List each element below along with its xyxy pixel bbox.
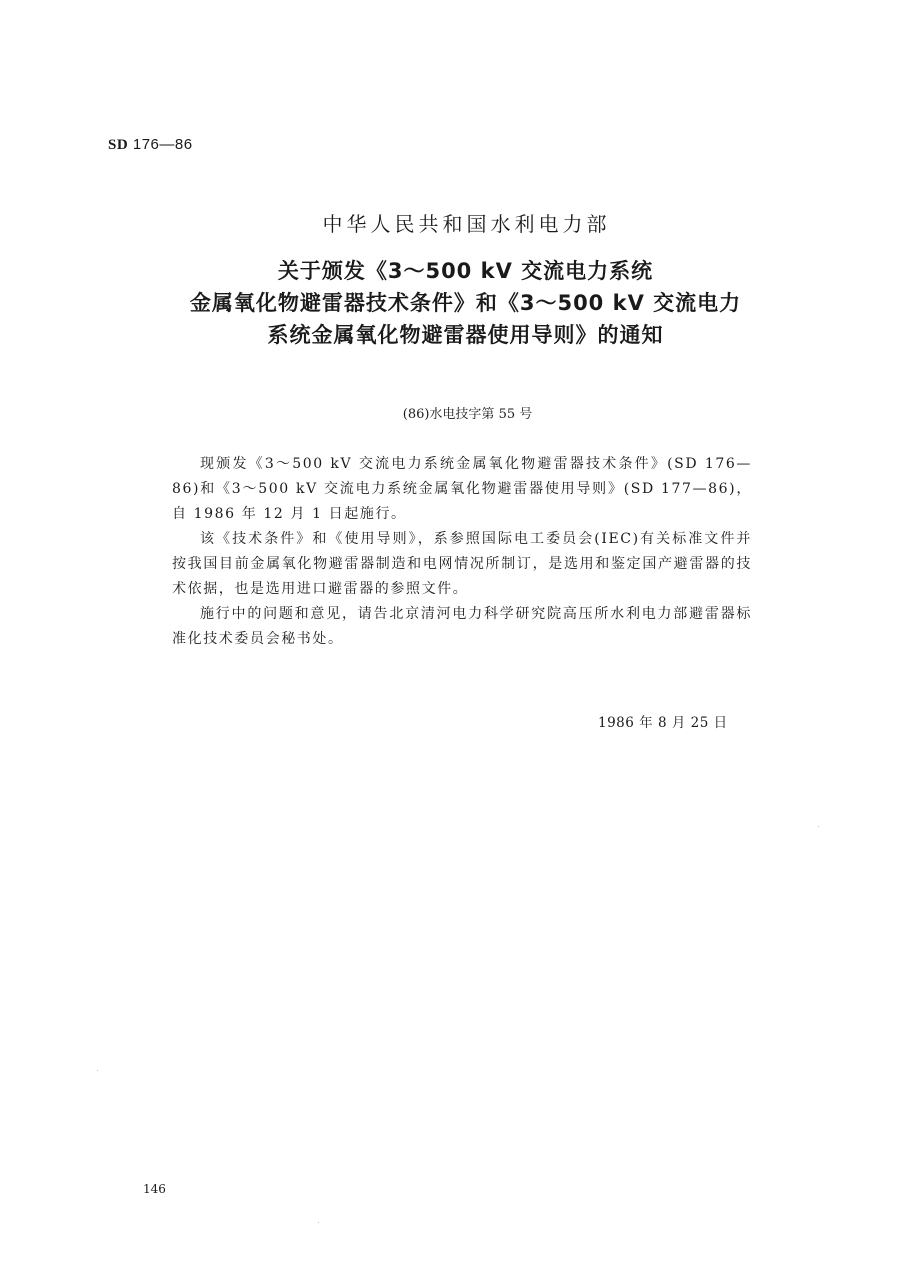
page-number: 146 (143, 1182, 166, 1196)
scan-speck (97, 1070, 98, 1071)
paragraph-feedback: 施行中的问题和意见，请告北京清河电力科学研究院高压所水利电力部避雷器标准化技术委员会秘书处。 (172, 606, 752, 647)
issue-date: 1986 年 8 月 25 日 (598, 715, 728, 731)
paragraph-issuance: 现颁发《3～500 kV 交流电力系统金属氧化物避雷器技术条件》(SD 176—86)和《3～500 kV 交流电力系统金属氧化物避雷器使用导则》(SD 177—86)，自 1986 年 12 月 1 日起施行。 (172, 456, 752, 522)
notice-title (0, 255, 923, 351)
scan-speck (318, 1222, 319, 1223)
title-line-2: 金属氧化物避雷器技术条件》和《3～500 kV 交流电力 (189, 291, 742, 315)
scan-speck (818, 826, 819, 827)
standard-prefix: SD (108, 137, 129, 153)
issuing-ministry: 中华人民共和国水利电力部 (322, 212, 611, 236)
paragraph-basis: 该《技术条件》和《使用导则》，系参照国际电工委员会(IEC)有关标准文件并按我国目前金属氧化物避雷器制造和电网情况所制订，是选用和鉴定国产避雷器的技术依据，也是选用进口避雷器的参照文件。 (172, 531, 752, 597)
document-number: (86)水电技字第 55 号 (402, 407, 533, 422)
title-line-1: 关于颁发《3～500 kV 交流电力系统 (277, 259, 654, 283)
standard-number: 176—86 (132, 136, 193, 153)
title-line-3: 系统金属氧化物避雷器使用导则》的通知 (267, 323, 664, 347)
notice-body (172, 452, 752, 652)
standard-code-header (108, 136, 193, 154)
